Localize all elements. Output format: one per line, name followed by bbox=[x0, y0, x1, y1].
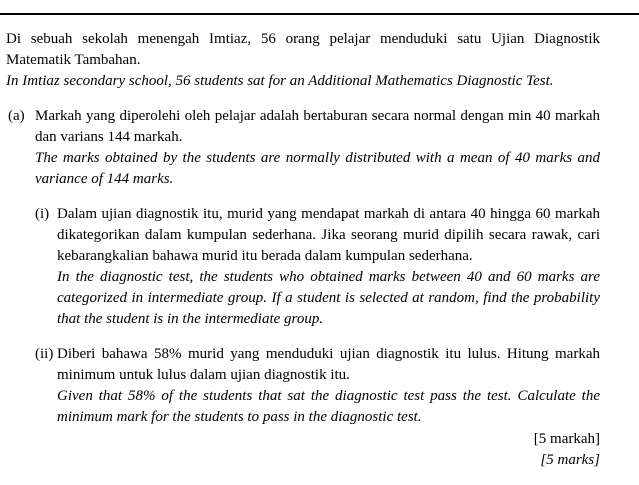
intro-text-malay: Di sebuah sekolah menengah Imtiaz, 56 orang pelajar menduduki satu Ujian Diagnostik Matematik Tambahan. bbox=[6, 31, 600, 68]
part-a-ii-label: (ii) bbox=[35, 346, 54, 362]
part-a-ii-text-english: Given that 58% of the students that sat the diagnostic test pass the test. Calculate the minimum mark for the students to pass in the diagnostic test. bbox=[57, 388, 600, 425]
part-a-body bbox=[35, 106, 600, 428]
question-part-a-ii bbox=[35, 344, 600, 428]
part-a-text-english: The marks obtained by the students are normally distributed with a mean of 40 marks and variance of 144 marks. bbox=[35, 150, 600, 187]
exam-question-page bbox=[0, 29, 639, 471]
marks-malay: [5 markah] bbox=[533, 431, 600, 447]
part-a-i-text-malay: Dalam ujian diagnostik itu, murid yang mendapat markah di antara 40 hingga 60 markah dikategorikan dalam kumpulan sederhana. Jika seorang murid dipilih secara rawak, cari kebarangkalian bahawa murid itu berada dalam kumpulan sederhana. bbox=[57, 206, 600, 264]
part-a-ii-text-malay: Diberi bahawa 58% murid yang menduduki ujian diagnostik itu lulus. Hitung markah minimum untuk lulus dalam ujian diagnostik itu. bbox=[57, 346, 600, 383]
question-part-a-i bbox=[35, 204, 600, 330]
part-a-i-label: (i) bbox=[35, 206, 50, 222]
part-a-i-text-english: In the diagnostic test, the students who obtained marks between 40 and 60 marks are categorized in intermediate group. If a student is selected at random, find the probability that the student is in the intermediate group. bbox=[57, 269, 600, 327]
intro-text-english: In Imtiaz secondary school, 56 students sat for an Additional Mathematics Diagnostic Test. bbox=[6, 73, 554, 89]
question-part-a bbox=[6, 106, 600, 428]
intro-section bbox=[6, 29, 600, 92]
part-a-text-malay: Markah yang diperolehi oleh pelajar adalah bertaburan secara normal dengan min 40 markah dan varians 144 markah. bbox=[35, 108, 600, 145]
part-a-i-body bbox=[57, 204, 600, 330]
marks-section bbox=[6, 429, 600, 471]
part-a-label: (a) bbox=[8, 108, 25, 124]
part-a-ii-body bbox=[57, 344, 600, 428]
top-rule bbox=[0, 13, 639, 15]
marks-english: [5 marks] bbox=[540, 452, 600, 468]
